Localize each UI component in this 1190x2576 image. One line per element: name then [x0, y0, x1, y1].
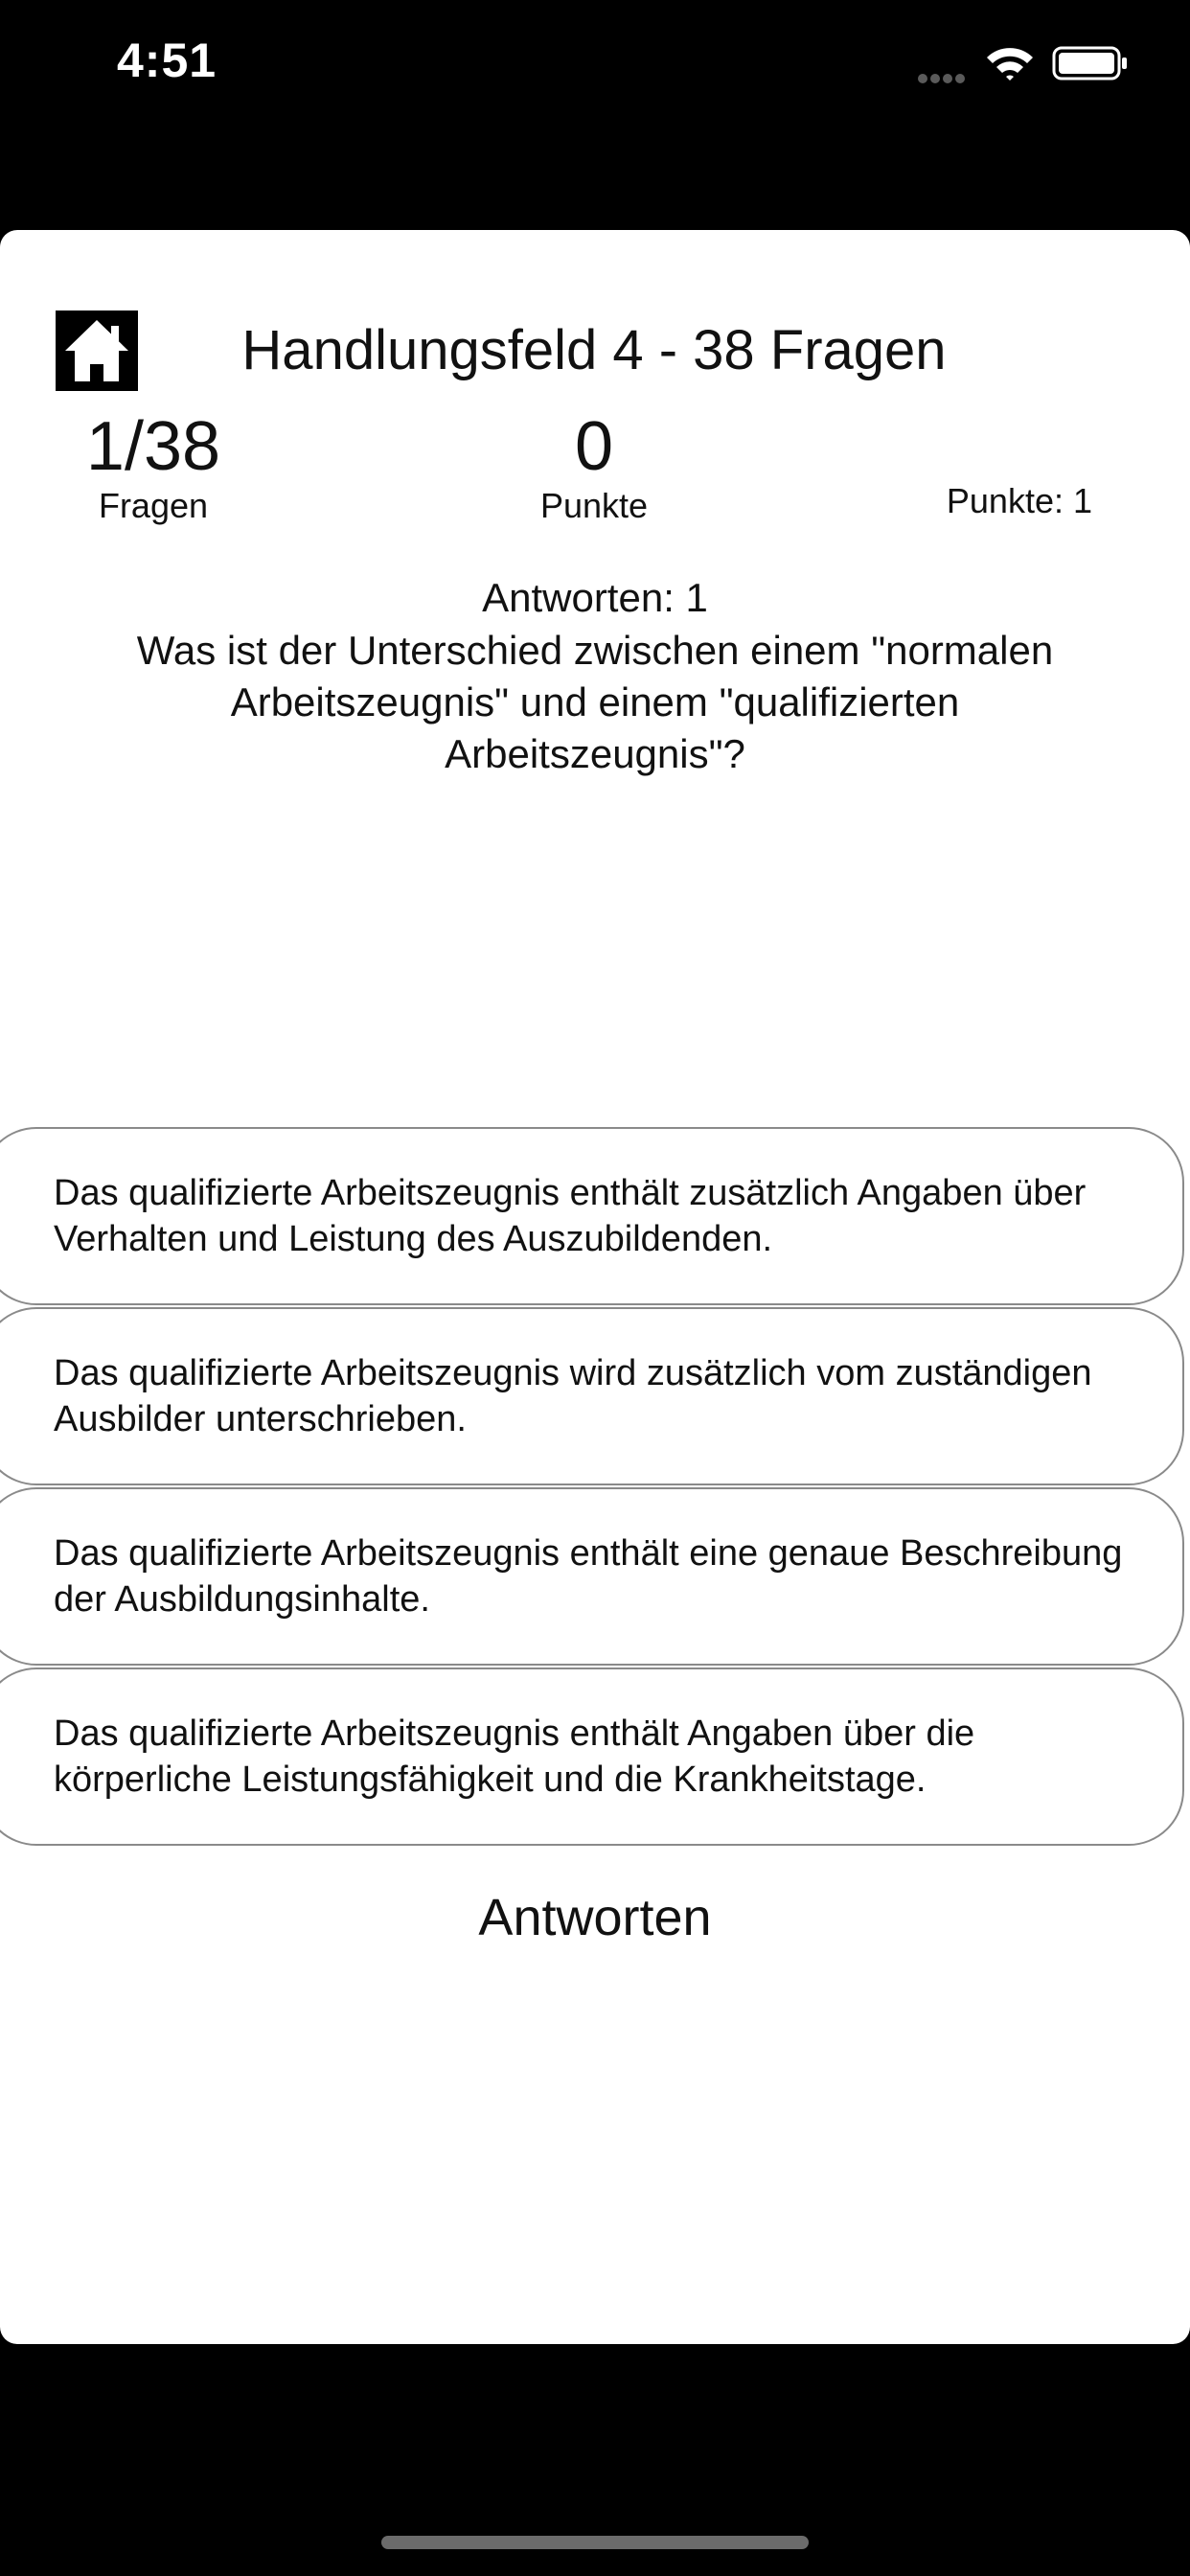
answer-option-3[interactable]: Das qualifizierte Arbeitszeugnis enthält eine genaue Beschreibung der Ausbildungsinhalte. — [0, 1487, 1184, 1666]
quiz-card — [0, 230, 1190, 2344]
answer-option-1[interactable]: Das qualifizierte Arbeitszeugnis enthält zusätzlich Angaben über Verhalten und Leistung des Auszubildenden. — [0, 1127, 1184, 1305]
score-value: 0 — [574, 408, 614, 485]
question-progress — [57, 408, 249, 527]
battery-icon — [1052, 46, 1129, 80]
question-progress-label: Fragen — [98, 486, 209, 525]
answer-option-4[interactable]: Das qualifizierte Arbeitszeugnis enthält Angaben über die körperliche Leistungsfähigkeit und die Krankheitstage. — [0, 1668, 1184, 1846]
cellular-signal-icon — [918, 71, 975, 80]
home-indicator[interactable] — [381, 2536, 809, 2549]
answer-options — [0, 1127, 1184, 1848]
page-title: Handlungsfeld 4 - 38 Fragen — [241, 319, 947, 381]
question-text: Was ist der Unterschied zwischen einem "normalen Arbeitszeugnis" und einem "qualifizierten Arbeitszeugnis"? — [136, 628, 1054, 776]
status-time: 4:51 — [117, 34, 217, 87]
question-progress-value: 1/38 — [85, 408, 221, 485]
home-button[interactable] — [56, 310, 138, 391]
points-per-question: Punkte: 1 — [946, 481, 1092, 520]
submit-answer-button[interactable]: Antworten — [355, 1874, 835, 1961]
score — [498, 408, 690, 527]
answers-count: Antworten: 1 — [482, 575, 708, 620]
home-icon — [56, 310, 138, 391]
score-label: Punkte — [539, 486, 649, 525]
wifi-icon — [985, 44, 1035, 82]
answer-option-2[interactable]: Das qualifizierte Arbeitszeugnis wird zusätzlich vom zuständigen Ausbilder unterschrieben. — [0, 1307, 1184, 1485]
status-bar — [0, 0, 1190, 134]
